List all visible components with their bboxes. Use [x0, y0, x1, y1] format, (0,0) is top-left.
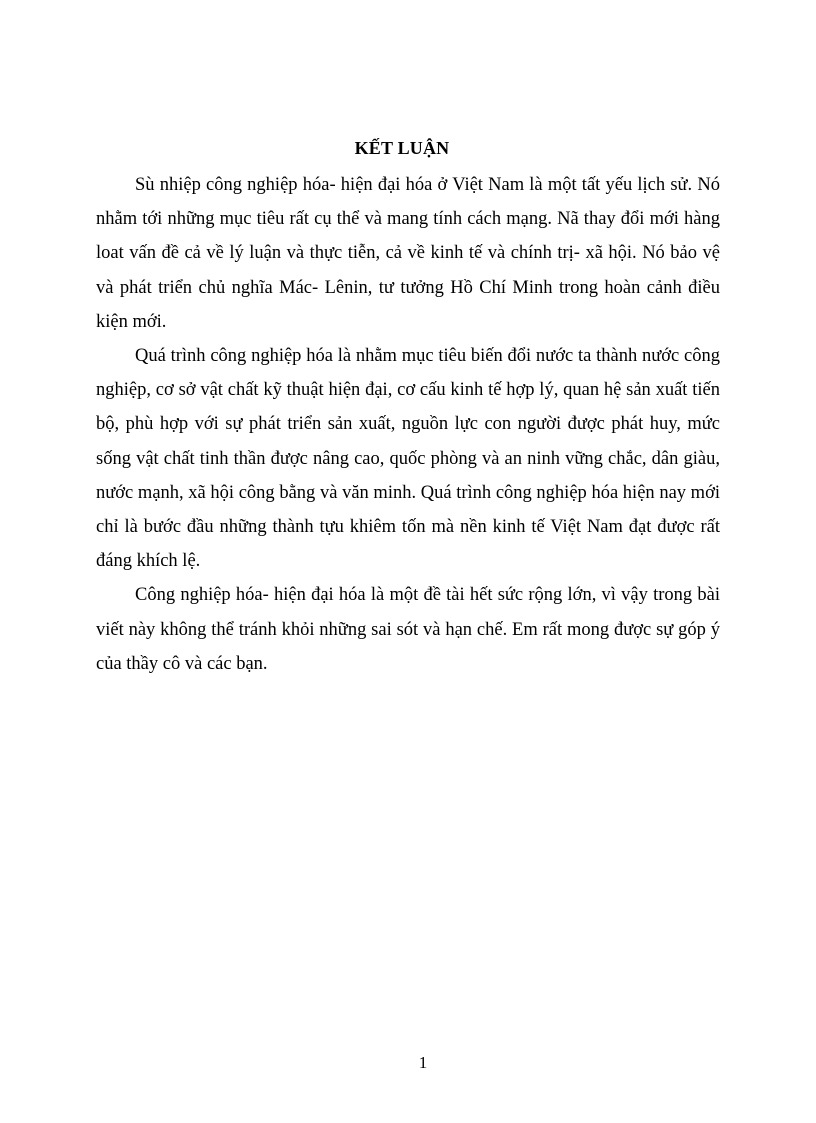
- paragraph-3: Công nghiệp hóa- hiện đại hóa là một đề tài hết sức rộng lớn, vì vậy trong bài viết này không thể tránh khỏi những sai sót và hạn chế. Em rất mong được sự góp ý của thầy cô và các bạn.: [96, 585, 720, 674]
- paragraph-1: Sù nhiệp công nghiệp hóa- hiện đại hóa ở Việt Nam là một tất yếu lịch sử. Nó nhằm tới những mục tiêu rất cụ thể và mang tính cách mạng. Nã thay đổi mới hàng loat vấn đề cả về lý luận và thực tiễn, cả về kinh tế và chính trị- xã hội. Nó bảo vệ và phát triển chủ nghĩa Mác- Lênin, tư tưởng Hồ Chí Minh trong hoàn cảnh điều kiện mới.: [96, 175, 720, 332]
- body-text: [96, 168, 720, 681]
- paragraph-2: Quá trình công nghiệp hóa là nhằm mục tiêu biến đổi nước ta thành nước công nghiệp, cơ sở vật chất kỹ thuật hiện đại, cơ cấu kinh tế hợp lý, quan hệ sản xuất tiến bộ, phù hợp với sự phát triển sản xuất, nguồn lực con người được phát huy, mức sống vật chất tinh thần được nâng cao, quốc phòng và an ninh vững chắc, dân giàu, nước mạnh, xã hội công bằng và văn minh. Quá trình công nghiệp hóa hiện nay mới chỉ là bước đầu những thành tựu khiêm tốn mà nền kinh tế Việt Nam đạt được rất đáng khích lệ.: [96, 346, 720, 572]
- page-number: 1: [418, 1053, 428, 1072]
- page-title: KẾT LUẬN: [354, 138, 450, 158]
